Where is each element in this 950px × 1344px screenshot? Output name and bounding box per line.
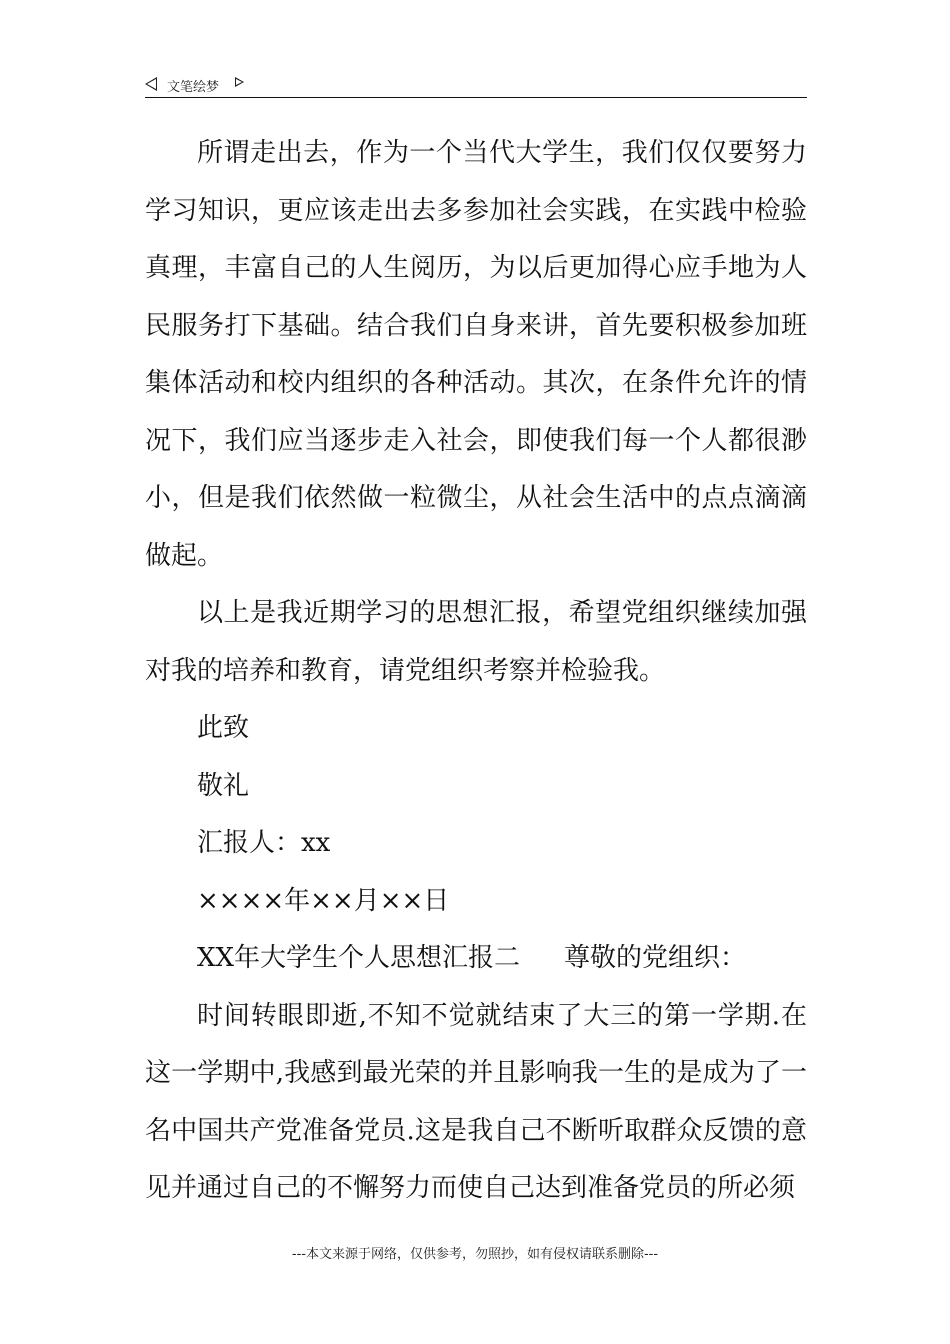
paragraph-conclusion: 以上是我近期学习的思想汇报，希望党组织继续加强对我的培养和教育，请党组织考察并检验我。 xyxy=(145,598,807,686)
header-title: 文笔绘梦 xyxy=(167,80,220,95)
header-divider xyxy=(145,97,807,98)
paragraph-semester: 时间转眼即逝,不知不觉就结束了大三的第一学期.在这一学期中,我感到最光荣的并且影响我一生的是成为了一名中国共产党准备党员.这是我自己不断听取群众反馈的意见并通过自己的不懈努力而使自己达到准备党员的所必须 xyxy=(145,1000,807,1203)
triangle-left-icon xyxy=(145,77,157,91)
reporter-line: 汇报人：xx xyxy=(197,828,331,858)
page-header xyxy=(145,73,807,97)
salutation: 尊敬的党组织： xyxy=(564,943,747,973)
footer-notice: ---本文来源于网络，仅供参考，勿照抄，如有侵权请联系删除--- xyxy=(291,1247,659,1262)
second-report-title: XX年大学生个人思想汇报二 xyxy=(197,943,521,973)
closing-jingli: 敬礼 xyxy=(197,770,250,801)
triangle-right-icon xyxy=(235,77,244,87)
second-report-heading xyxy=(145,930,807,988)
closing-cizhi: 此致 xyxy=(197,713,250,743)
date-line: ××××年××月××日 xyxy=(197,885,450,916)
paragraph-practice: 所谓走出去，作为一个当代大学生，我们仅仅要努力学习知识，更应该走出去多参加社会实践，在实践中检验真理，丰富自己的人生阅历，为以后更加得心应手地为人民服务打下基础。结合我们自身来讲，首先要积极参加班集体活动和校内组织的各种活动。其次，在条件允许的情况下，我们应当逐步走入社会，即使我们每一个人都很渺小，但是我们依然做一粒微尘，从社会生活中的点点滴滴做起。 xyxy=(145,138,807,571)
document-body xyxy=(145,125,807,1218)
